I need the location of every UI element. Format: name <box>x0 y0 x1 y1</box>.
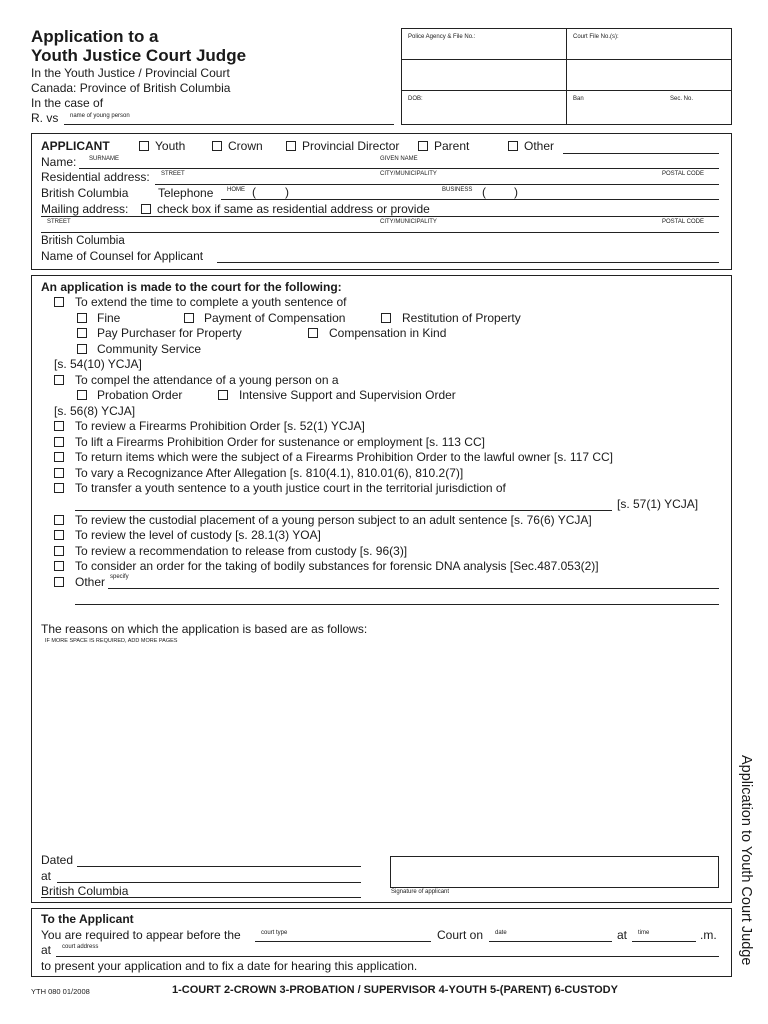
reasons-label: The reasons on which the application is based are as follows: <box>41 622 368 636</box>
signature-label: Signature of applicant <box>391 889 450 895</box>
side-title: Application to Youth Court Judge <box>738 755 754 966</box>
vary-recog-label: To vary a Recognizance After Allegation [s. 810(4.1), 810.01(6), 810.2(7)] <box>75 466 464 480</box>
home-paren-open: ( <box>252 185 256 199</box>
postal-hint: POSTAL CODE <box>662 171 705 177</box>
court-address-field[interactable] <box>56 956 719 957</box>
payment-checkbox[interactable] <box>184 313 194 323</box>
comp-kind-label: Compensation in Kind <box>329 326 447 340</box>
police-file-input[interactable] <box>402 60 565 89</box>
signature-box[interactable] <box>390 856 719 888</box>
fine-checkbox[interactable] <box>77 313 87 323</box>
postal-hint-2: POSTAL CODE <box>662 219 705 225</box>
community-checkbox[interactable] <box>77 344 87 354</box>
other-application-checkbox[interactable] <box>54 577 64 587</box>
mailing-city-field[interactable] <box>41 232 719 233</box>
business-paren-close: ) <box>514 185 518 199</box>
street-hint: STREET <box>161 171 185 177</box>
business-hint: BUSINESS <box>442 187 473 193</box>
bc-label: British Columbia <box>41 186 129 200</box>
probation-label: Probation Order <box>97 388 183 402</box>
at-time-label: at <box>617 928 628 942</box>
surname-hint: SURNAME <box>89 156 120 162</box>
release-checkbox[interactable] <box>54 546 64 556</box>
court-address-hint: court address <box>62 944 99 950</box>
dated-field[interactable] <box>77 866 361 867</box>
fine-label: Fine <box>97 311 121 325</box>
given-name-hint: GIVEN NAME <box>380 156 418 162</box>
release-label: To review a recommendation to release from custody [s. 96(3)] <box>75 544 408 558</box>
copies-distribution: 1-COURT 2-CROWN 3-PROBATION / SUPERVISOR 4-YOUTH 5-(PARENT) 6-CUSTODY <box>172 984 618 996</box>
bc-underline <box>41 897 361 898</box>
s56-ref: [s. 56(8) YCJA] <box>54 404 136 418</box>
bc-label-2: British Columbia <box>41 235 125 247</box>
s54-ref: [s. 54(10) YCJA] <box>54 357 142 371</box>
community-label: Community Service <box>97 342 202 356</box>
telephone-field[interactable] <box>221 199 719 200</box>
provincial-director-label: Provincial Director <box>302 139 400 153</box>
transfer-label: To transfer a youth sentence to a youth justice court in the territorial jurisdiction of <box>75 481 506 495</box>
compel-checkbox[interactable] <box>54 375 64 385</box>
probation-checkbox[interactable] <box>77 390 87 400</box>
crown-checkbox[interactable] <box>212 141 222 151</box>
intensive-label: Intensive Support and Supervision Order <box>239 388 456 402</box>
young-person-field[interactable] <box>64 124 394 125</box>
jurisdiction-field[interactable] <box>75 510 612 511</box>
time-hint: time <box>638 930 650 936</box>
to-applicant-heading: To the Applicant <box>41 912 134 926</box>
custodial-checkbox[interactable] <box>54 515 64 525</box>
ban-label: Ban <box>573 96 584 102</box>
specify-hint: specify <box>110 574 129 580</box>
other-specify-field-2[interactable] <box>75 604 719 605</box>
other-applicant-field[interactable] <box>563 153 719 154</box>
mailing-same-checkbox[interactable] <box>141 204 151 214</box>
youth-label: Youth <box>155 139 186 153</box>
extend-label: To extend the time to complete a youth sentence of <box>75 295 347 309</box>
home-paren-close: ) <box>285 185 289 199</box>
sec-label: Sec. No. <box>670 96 694 102</box>
vary-recog-checkbox[interactable] <box>54 468 64 478</box>
at-label: at <box>41 869 52 883</box>
at-address-label: at <box>41 943 52 957</box>
court-type-hint: court type <box>261 930 288 936</box>
street-hint-2: STREET <box>47 219 71 225</box>
mailing-label: Mailing address: <box>41 202 129 216</box>
level-custody-checkbox[interactable] <box>54 530 64 540</box>
telephone-label: Telephone <box>158 186 214 200</box>
youth-checkbox[interactable] <box>139 141 149 151</box>
court-type-field[interactable] <box>255 941 431 942</box>
city-hint: CITY/MUNICIPALITY <box>380 171 437 177</box>
application-heading: An application is made to the court for the following: <box>41 280 342 294</box>
r-vs-label: R. vs <box>31 111 59 125</box>
date-field[interactable] <box>489 941 612 942</box>
court-line: In the Youth Justice / Provincial Court <box>31 66 230 80</box>
restitution-checkbox[interactable] <box>381 313 391 323</box>
name-label: Name: <box>41 155 77 169</box>
restitution-label: Restitution of Property <box>402 311 521 325</box>
date-hint: date <box>495 930 507 936</box>
young-person-hint: name of young person <box>70 113 130 119</box>
custodial-label: To review the custodial placement of a young person subject to an adult sentence [s. 76(6) YCJA] <box>75 513 592 527</box>
mailing-check-text: check box if same as residential address or provide <box>157 202 430 216</box>
home-hint: HOME <box>227 187 245 193</box>
form-id: YTH 080 01/2008 <box>31 987 90 996</box>
provincial-director-checkbox[interactable] <box>286 141 296 151</box>
applicant-heading: APPLICANT <box>41 139 110 153</box>
return-items-label: To return items which were the subject of a Firearms Prohibition Order to the lawful owner [s. 117 CC] <box>75 450 614 464</box>
dated-label: Dated <box>41 853 74 867</box>
review-firearms-checkbox[interactable] <box>54 421 64 431</box>
lift-firearms-checkbox[interactable] <box>54 437 64 447</box>
court-on-label: Court on <box>437 928 484 942</box>
time-field[interactable] <box>632 941 696 942</box>
name-field[interactable] <box>79 168 719 169</box>
other-specify-field[interactable] <box>108 588 719 589</box>
transfer-checkbox[interactable] <box>54 483 64 493</box>
city-hint-2: CITY/MUNICIPALITY <box>380 219 437 225</box>
dna-label: To consider an order for the taking of bodily substances for forensic DNA analysis [Sec.487.053(2)] <box>75 559 599 573</box>
residential-address-field[interactable] <box>155 184 719 185</box>
court-file-label: Court File No.(s): <box>573 34 619 40</box>
parent-checkbox[interactable] <box>418 141 428 151</box>
province-line: Canada: Province of British Columbia <box>31 81 231 95</box>
bc-label-3: British Columbia <box>41 884 129 898</box>
level-custody-label: To review the level of custody [s. 28.1(3) YOA] <box>75 528 321 542</box>
form-title-line1: Application to a <box>31 27 159 46</box>
form-title-line2: Youth Justice Court Judge <box>31 46 247 65</box>
more-space-hint: IF MORE SPACE IS REQUIRED, ADD MORE PAGES <box>45 638 178 644</box>
police-file-label: Police Agency & File No.: <box>408 34 476 40</box>
payment-label: Payment of Compensation <box>204 311 346 325</box>
mailing-address-field[interactable] <box>41 216 719 217</box>
pay-purchaser-checkbox[interactable] <box>77 328 87 338</box>
review-firearms-label: To review a Firearms Prohibition Order [s. 52(1) YCJA] <box>75 419 365 433</box>
dna-checkbox[interactable] <box>54 561 64 571</box>
counsel-field[interactable] <box>217 262 719 263</box>
am-pm-label: .m. <box>700 928 717 942</box>
dob-label: DOB: <box>408 96 423 102</box>
present-label: to present your application and to fix a date for hearing this application. <box>41 959 418 973</box>
s57-ref: [s. 57(1) YCJA] <box>617 497 699 511</box>
lift-firearms-label: To lift a Firearms Prohibition Order for sustenance or employment [s. 113 CC] <box>75 435 485 449</box>
residential-label: Residential address: <box>41 170 150 184</box>
court-file-input[interactable] <box>567 60 731 89</box>
other-checkbox[interactable] <box>508 141 518 151</box>
parent-label: Parent <box>434 139 470 153</box>
other-label: Other <box>524 139 555 153</box>
intensive-checkbox[interactable] <box>218 390 228 400</box>
extend-checkbox[interactable] <box>54 297 64 307</box>
at-field[interactable] <box>57 882 361 883</box>
pay-purchaser-label: Pay Purchaser for Property <box>97 326 242 340</box>
business-paren-open: ( <box>482 185 486 199</box>
comp-kind-checkbox[interactable] <box>308 328 318 338</box>
case-line: In the case of <box>31 96 104 110</box>
appear-label: You are required to appear before the <box>41 928 241 942</box>
counsel-label: Name of Counsel for Applicant <box>41 249 204 263</box>
reasons-area[interactable] <box>41 648 721 848</box>
other-application-label: Other <box>75 575 106 589</box>
crown-label: Crown <box>228 139 263 153</box>
compel-label: To compel the attendance of a young person on a <box>75 373 339 387</box>
return-items-checkbox[interactable] <box>54 452 64 462</box>
